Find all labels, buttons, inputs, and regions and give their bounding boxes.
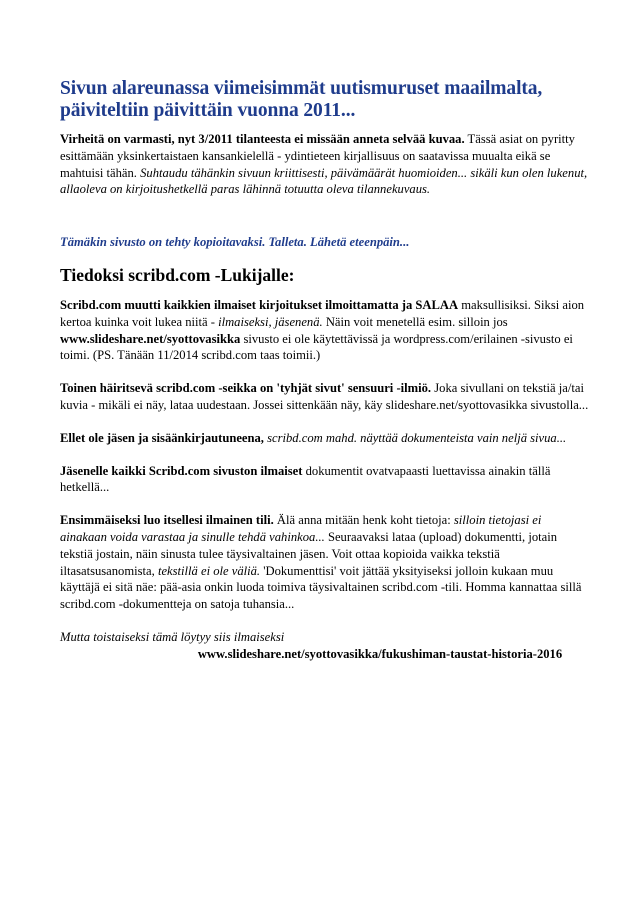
p1-text-1: maksullisiksi. Siksi aion kertoa kuinka voit lukea niitä - [60, 297, 585, 329]
p5-text-3: 'Dokumenttisi' voit jättää yksityiseksi jolloin kukaan muu käyttäjä ei sitä näe: pää-asia onkin luoda toimiva täysivaltainen scribd.com -tili. Homma kannattaa sillä scribd.com -dokumentteja on satoja tuhansia... [60, 563, 582, 612]
paragraph-scribd-paywall [60, 297, 590, 364]
p1-bold: Scribd.com muutti kaikkien ilmaiset kirjoitukset ilmoittamatta ja SALAA [60, 297, 459, 312]
p1-text-2: Näin voit menetellä esim. silloin jos [322, 314, 508, 329]
intro-paragraph [60, 131, 590, 198]
p1-text-3: sivusto ei ole käytettävissä ja wordpress.com/erilainen -sivusto ei toimi. (PS. Tänään 11/2014 scribd.com taas toimii.) [60, 331, 573, 363]
closing-note: Mutta toistaiseksi tämä löytyy siis ilmaiseksi [60, 629, 285, 644]
slideshare-link[interactable]: www.slideshare.net/syottovasikka [60, 331, 241, 346]
title-line-1: Sivun alareunassa viimeisimmät uutismuruset maailmalta, [60, 78, 543, 99]
p5-text-1: Älä anna mitään henk koht tietoja: [273, 513, 454, 528]
p3-italic: scribd.com mahd. näyttää dokumenteista vain neljä sivua... [263, 430, 567, 445]
p4-bold: Jäsenelle kaikki Scribd.com sivuston ilmaiset [60, 463, 303, 478]
intro-italic: Suhtaudu tähänkin sivuun kriittisesti, päivämäärät huomioiden... sikäli kun olen lukenut, allaoleva on kirjoitushetkellä paras lähinnä totuutta oleva tilannekuvaus. [60, 165, 588, 197]
p3-bold: Ellet ole jäsen ja sisäänkirjautuneena, [60, 430, 264, 445]
p1-italic: ilmaiseksi, jäsenenä. [218, 314, 323, 329]
section-heading: Tiedoksi scribd.com -Lukijalle: [60, 264, 295, 285]
closing-link[interactable]: www.slideshare.net/syottovasikka/fukushiman-taustat-historia-2016 [197, 646, 563, 661]
paragraph-member [60, 463, 590, 497]
p4-text: dokumentit ovatvapaasti luettavissa ainakin tällä hetkellä... [60, 463, 551, 495]
p5-italic-2: tekstillä ei ole väliä. [157, 563, 261, 578]
p5-italic-1: silloin tietojasi ei ainakaan voida varastaa ja sinulle tehdä vahinkoa... [60, 513, 542, 544]
p2-text: Joka sivullani on tekstiä ja/tai kuvia - mikäli ei näy, lataa uudestaan. Jossei sittenkään näy, käy slideshare.net/syottovasikka sivustolla... [60, 381, 589, 412]
paragraph-empty-pages [60, 380, 590, 414]
intro-bold: Virheitä on varmasti, nyt 3/2011 tilanteesta ei missään anneta selvää kuvaa. [60, 132, 465, 146]
copy-note: Tämäkin sivusto on tehty kopioitavaksi. Talleta. Lähetä eteenpäin... [60, 235, 410, 250]
intro-text: Tässä asiat on pyritty esittämään yksinkertaistaen kansankielellä - ydintieteen kirjallisuus on saatavissa muualta eikä se mahtuisi tähän. [60, 132, 575, 180]
paragraph-instructions [60, 512, 590, 613]
document-body [60, 78, 590, 663]
p2-bold: Toinen häiritsevä scribd.com -seikka on 'tyhjät sivut' sensuuri -ilmiö. [60, 381, 432, 396]
p5-text-2: Seuraavaksi lataa (upload) dokumentti, jotain tekstiä jostain, näin sinusta tulee täysivaltainen jäsen. Voit ottaa kopioida vaikka tekstiä iltasatsusanomista, [60, 529, 558, 578]
p5-bold: Ensimmäiseksi luo itsellesi ilmainen tili. [60, 513, 274, 528]
page-title [60, 78, 590, 122]
title-line-2: päiviteltiin päivittäin vuonna 2011... [60, 100, 356, 121]
paragraph-non-member [60, 430, 590, 447]
